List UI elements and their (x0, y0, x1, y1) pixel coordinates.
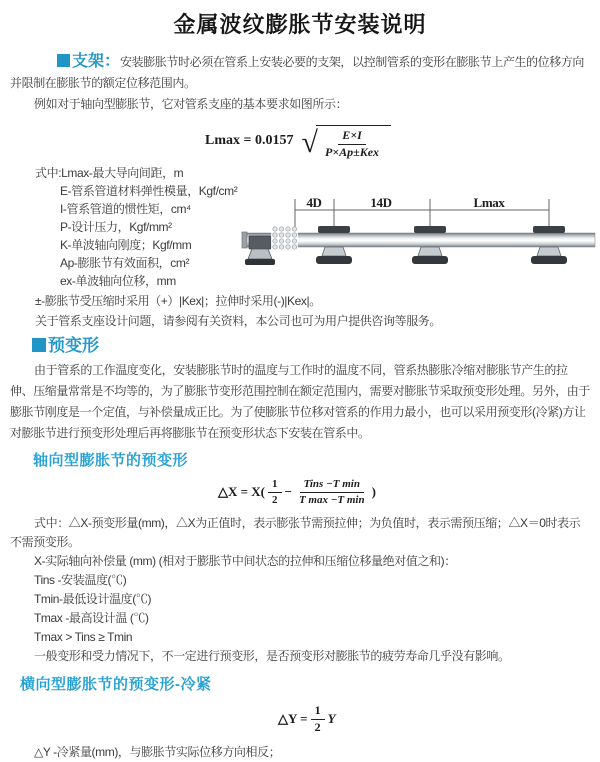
variable-line: K-单波轴向刚度；Kgf/mm (60, 238, 192, 252)
predeform-section-heading (32, 334, 600, 358)
support-section-heading: 支架： (72, 53, 121, 70)
plusminus-line: ±-膨胀节受压缩时采用（+）|Kex|；拉伸时采用(-)|Kex|。 (35, 294, 321, 308)
axial-note-main: 式中：△X-预变形量(mm)，△X为正值时，表示膨张节需预拉伸；为负值时，表示需预压缩；△X＝0时表示不需预变形。 (10, 516, 581, 549)
axial-subsection-heading: 轴向型膨胀节的预变形 (33, 452, 189, 469)
axial-formula-lhs: △X = X( (218, 484, 266, 499)
temp-line: Tmax > Tins ≥ Tmin (34, 630, 133, 644)
support-body-text: 安装膨胀节时必须在管系上安装必要的支架，以控制管系的变形在膨胀节上产生的位移方向并限制在膨胀节的额定位移范围内。 (10, 55, 585, 90)
axial-notes (10, 514, 590, 666)
lateral-formula (278, 702, 600, 734)
axial-note-general: 一般变形和受力情况下，不一定进行预变形，是否预变形对膨胀节的疲劳寿命几乎没有影响。 (34, 649, 510, 663)
variable-line: ex-单波轴向位移，mm (60, 274, 176, 288)
predeform-paragraph: 由于管系的工作温度变化，安装膨胀节时的温度与工作时的温度不同，管系热膨胀冷缩对膨胀节产生的拉伸、压缩量常常是不均等的，为了膨胀节变形范围控制在额定范围内，需要对膨胀节采取预变形处理。另外，由于膨胀节刚度是一个定值，与补偿量成正比。为了使膨胀节位移对管系的作用力最小，也可以采用预变形(冷紧)方让对膨胀节进行预变形处理后再将膨胀节在预变形状态下安装在管系中。 (10, 363, 591, 440)
lateral-note: △Y -冷紧量(mm)，与膨胀节实际位移方向相反； (34, 745, 281, 759)
temperature-fraction: $\frac{\text{Tins −T min}}{\text{T max −T min}}$ (298, 477, 365, 506)
one-half-fraction: $\frac{1}{2}$ (311, 704, 325, 735)
lateral-formula-rhs: Y (327, 711, 336, 726)
lmax-formula-numerator: E×I (338, 129, 366, 145)
variable-line: Ap-膨胀节有效面积，cm² (60, 256, 190, 270)
dim-label-4d: 4D (306, 195, 322, 210)
axial-formula (218, 476, 600, 508)
temp-line: Tins -安装温度(℃) (34, 573, 127, 587)
lmax-formula (205, 121, 600, 161)
dim-label-lmax: Lmax (473, 195, 505, 210)
lateral-subsection-heading: 横向型膨胀节的预变形-冷紧 (20, 676, 212, 693)
variable-line: I-管系管道的惯性矩，cm⁴ (60, 202, 191, 216)
axial-note-x: X-实际轴向补偿量 (mm) (相对于膨胀节中间状态的拉伸和压缩位移量绝对值之和)： (34, 554, 456, 568)
support-paragraph (10, 51, 590, 94)
lmax-formula-lhs: Lmax = 0.0157 (205, 133, 294, 148)
where-line: 式中:Lmax-最大导向间距，m (35, 166, 184, 180)
close-paren: ) (371, 484, 376, 499)
support-example-line: 例如对于轴向型膨胀节，它对管系支座的基本要求如图所示： (34, 97, 348, 111)
dim-label-14d: 14D (370, 195, 392, 210)
anchor-support (245, 236, 275, 265)
temp-line: Tmax -最高设计温 (℃) (34, 611, 149, 625)
consult-line: 关于管系支座设计问题，请参阅有关资料，本公司也可为用户提供咨询等服务。 (35, 314, 442, 328)
sqrt-symbol: √ (301, 126, 318, 159)
temp-line: Tmin-最低设计温度(℃) (34, 592, 152, 606)
section-marker-icon (57, 54, 70, 67)
one-half-fraction: $\frac{1}{2}$ (268, 478, 282, 506)
lateral-formula-lhs: △Y = (278, 711, 308, 726)
page-title: 金属波纹膨胀节安装说明 (173, 12, 427, 37)
predeform-heading-label: 预变形 (48, 336, 99, 355)
lmax-formula-denominator: P×Ap±Kex (324, 145, 380, 159)
section-marker-icon (32, 338, 46, 352)
lmax-formula-radicand (316, 125, 391, 160)
pipe-end-cap (242, 232, 247, 248)
minus-sign: − (284, 484, 292, 499)
lateral-notes (10, 743, 590, 762)
variable-line: E-管系管道材料弹性模量，Kgf/cm² (60, 184, 238, 198)
variable-definitions (35, 164, 600, 330)
variable-line: P-设计压力，Kgf/mm² (60, 220, 172, 234)
pipe-support-diagram (242, 191, 598, 291)
bellows-section (271, 227, 298, 249)
